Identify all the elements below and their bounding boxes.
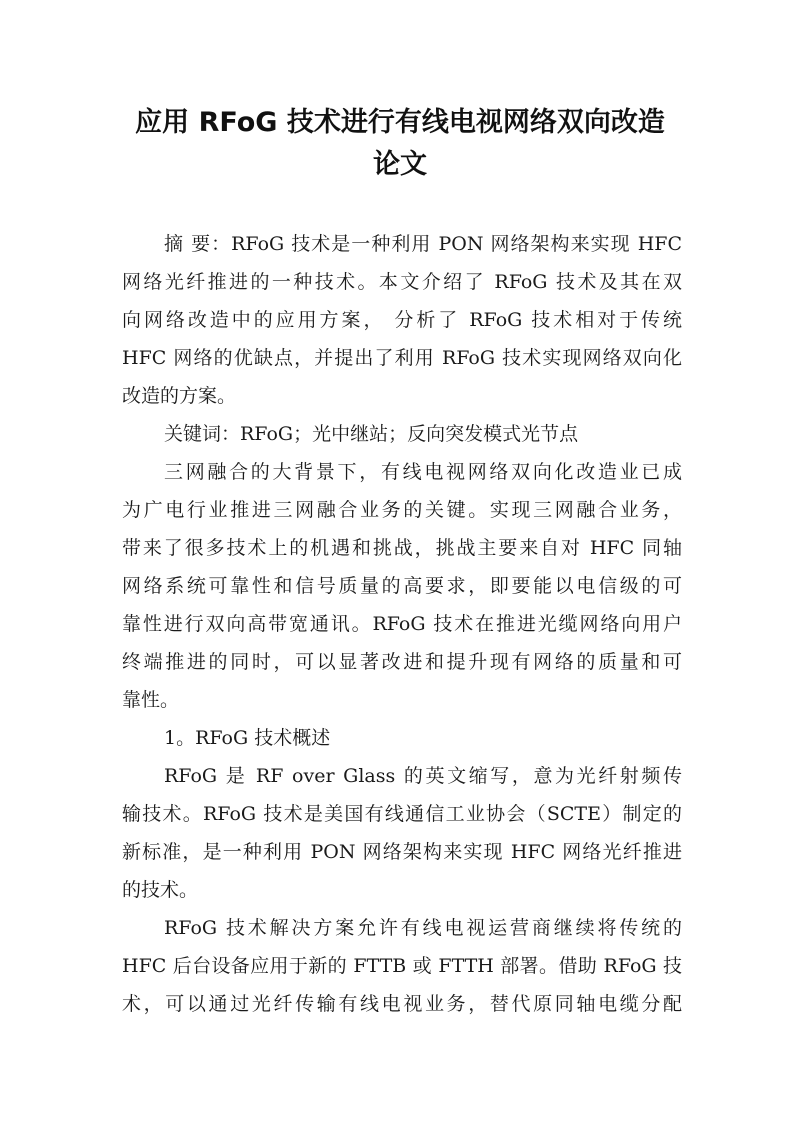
abstract-line: HFC 网络的优缺点，并提出了利用 RFoG 技术实现网络双向化 <box>122 347 682 369</box>
paragraph-line: 为广电行业推进三网融合业务的关键。实现三网融合业务， <box>122 499 682 521</box>
title-line-2: 论文 <box>373 149 427 180</box>
abstract-line: 改造的方案。 <box>122 385 237 407</box>
paragraph-line: 术，可以通过光纤传输有线电视业务，替代原同轴电缆分配 <box>122 993 682 1015</box>
abstract-line: 摘 要：RFoG 技术是一种利用 PON 网络架构来实现 HFC <box>164 233 682 255</box>
paragraph-line: 的技术。 <box>122 879 199 901</box>
paragraph-line: RFoG 技术解决方案允许有线电视运营商继续将传统的 <box>164 917 682 939</box>
paragraph-line: 网络系统可靠性和信号质量的高要求，即要能以电信级的可 <box>122 575 682 597</box>
paragraph-line: 三网融合的大背景下，有线电视网络双向化改造业已成 <box>164 461 682 483</box>
paragraph-line: 靠性进行双向高带宽通讯。RFoG 技术在推进光缆网络向用户 <box>122 613 682 635</box>
abstract-line: 网络光纤推进的一种技术。本文介绍了 RFoG 技术及其在双 <box>122 271 682 293</box>
paragraph-line: 靠性。 <box>122 689 180 711</box>
keywords-line: 关键词：RFoG；光中继站；反向突发模式光节点 <box>164 423 579 445</box>
paragraph-line: 带来了很多技术上的机遇和挑战，挑战主要来自对 HFC 同轴 <box>122 537 682 559</box>
paragraph-line: RFoG 是 RF over Glass 的英文缩写，意为光纤射频传 <box>164 765 682 787</box>
paragraph-line: 输技术。RFoG 技术是美国有线通信工业协会（SCTE）制定的 <box>122 803 682 825</box>
paragraph-line: 终端推进的同时，可以显著改进和提升现有网络的质量和可 <box>122 651 682 673</box>
section-heading: 1。RFoG 技术概述 <box>164 727 331 749</box>
paragraph-line: HFC 后台设备应用于新的 FTTB 或 FTTH 部署。借助 RFoG 技 <box>122 955 682 977</box>
abstract-line: 向网络改造中的应用方案， 分析了 RFoG 技术相对于传统 <box>122 309 682 331</box>
paragraph-line: 新标准，是一种利用 PON 网络架构来实现 HFC 网络光纤推进 <box>122 841 682 863</box>
title-line-1: 应用 RFoG 技术进行有线电视网络双向改造 <box>135 107 665 138</box>
